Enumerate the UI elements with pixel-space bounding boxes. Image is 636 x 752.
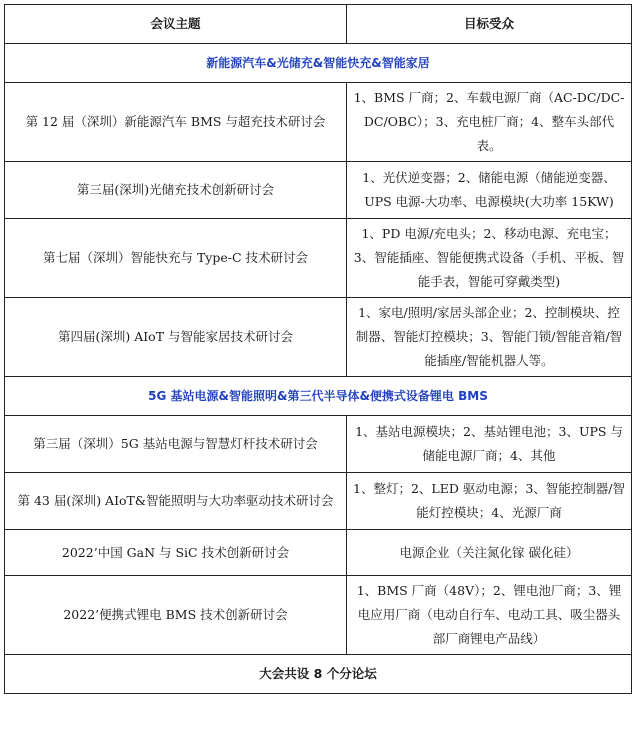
topic-cell: 2022’便携式锂电 BMS 技术创新研讨会 [5,576,347,655]
audience-cell: 1、光伏逆变器；2、储能电源（储能逆变器、UPS 电源-大功率、电源模块(大功率 15KW) [347,162,632,219]
topic-cell: 第七届（深圳）智能快充与 Type-C 技术研讨会 [5,219,347,298]
audience-cell: 1、BMS 厂商（48V）；2、锂电池厂商；3、锂电应用厂商（电动自行车、电动工具、吸尘器头部厂商锂电产品线） [347,576,632,655]
topic-cell: 2022’中国 GaN 与 SiC 技术创新研讨会 [5,530,347,576]
audience-cell: 1、基站电源模块；2、基站锂电池；3、UPS 与储能电源厂商；4、其他 [347,416,632,473]
topic-cell: 第三届（深圳）5G 基站电源与智慧灯杆技术研讨会 [5,416,347,473]
audience-cell: 1、BMS 厂商；2、车载电源厂商（AC-DC/DC-DC/OBC）；3、充电桩厂商；4、整车头部代表。 [347,83,632,162]
table-row [5,219,632,298]
forum-table [4,4,632,694]
table-row [5,576,632,655]
section-title: 新能源汽车&光储充&智能快充&智能家居 [5,44,632,83]
audience-cell: 1、家电/照明/家居头部企业；2、控制模块、控制器、智能灯控模块；3、智能门锁/智能音箱/智能插座/智能机器人等。 [347,298,632,377]
summary-row [5,655,632,694]
topic-cell: 第 12 届（深圳）新能源汽车 BMS 与超充技术研讨会 [5,83,347,162]
table-row [5,416,632,473]
table-row [5,473,632,530]
column-header-topic: 会议主题 [5,5,347,44]
topic-cell: 第四届(深圳) AIoT 与智能家居技术研讨会 [5,298,347,377]
section-title: 5G 基站电源&智能照明&第三代半导体&便携式设备锂电 BMS [5,377,632,416]
column-header-audience: 目标受众 [347,5,632,44]
section-row [5,377,632,416]
topic-cell: 第三届(深圳)光储充技术创新研讨会 [5,162,347,219]
forum-count-summary: 大会共设 8 个分论坛 [5,655,632,694]
audience-cell: 电源企业（关注氮化镓 碳化硅） [347,530,632,576]
table-row [5,298,632,377]
table-row [5,162,632,219]
table-row [5,530,632,576]
audience-cell: 1、整灯；2、LED 驱动电源；3、智能控制器/智能灯控模块；4、光源厂商 [347,473,632,530]
audience-cell: 1、PD 电源/充电头；2、移动电源、充电宝；3、智能插座、智能便携式设备（手机、平板、智能手表，智能可穿戴类型) [347,219,632,298]
section-row [5,44,632,83]
table-row [5,83,632,162]
table-header-row [5,5,632,44]
topic-cell: 第 43 届(深圳) AIoT&智能照明与大功率驱动技术研讨会 [5,473,347,530]
